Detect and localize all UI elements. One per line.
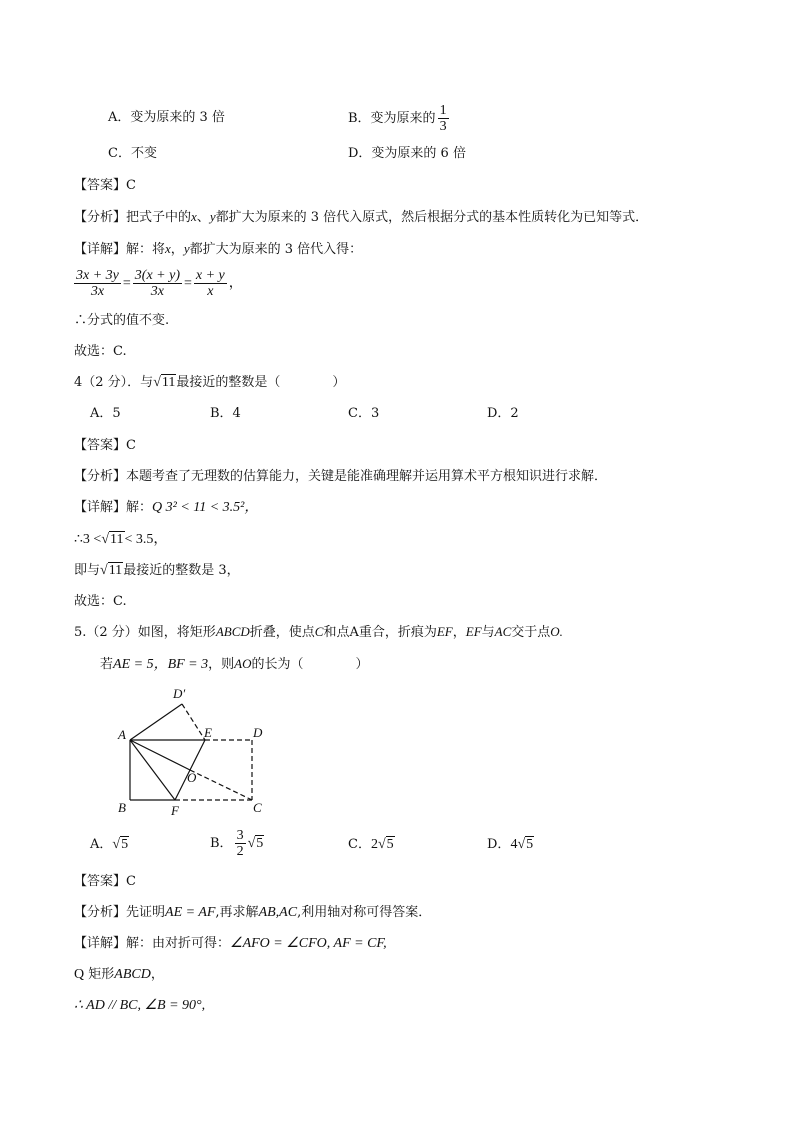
option-b-fraction: $\frac{1}{3}$ <box>439 103 447 134</box>
choice-line: 故选：C. <box>74 344 127 359</box>
question-4-stem: 4（2 分）．与√11最接近的整数是（ ） <box>74 375 346 390</box>
rectangle-line: Q 矩形ABCD， <box>74 967 164 982</box>
label-o: O <box>187 770 197 785</box>
question-5-condition: 若AE = 5，BF = 3，则AO的长为（ ） <box>100 656 369 672</box>
answer-line: 【答案】C <box>74 178 136 193</box>
equation-line: $\frac{3x + 3y}{3x}$ = $\frac{3(x + y)}{3x}$ = $\frac{x + y}{x}$ ， <box>76 268 243 300</box>
option-b-fraction: $\frac{3}{2}$ <box>236 828 244 859</box>
option-a: A．√5 <box>90 837 129 852</box>
label-c: C <box>253 800 262 815</box>
label-d: D <box>253 725 263 740</box>
label-f: F <box>171 803 179 818</box>
segment-oc <box>190 770 252 800</box>
option-a: A．5 <box>90 406 121 421</box>
option-b: B． $\frac{3}{2}$ √5 <box>210 828 264 859</box>
label-d-prime: D′ <box>173 686 186 701</box>
analysis-line: 【分析】把式子中的x、y都扩大为原来的 3 倍代入原式，然后根据分式的基本性质转化为已知等式． <box>74 209 649 225</box>
option-b: B．4 <box>210 406 241 421</box>
fraction-3: $\frac{x + y}{x}$ <box>195 268 225 300</box>
parallel-line: ∴ AD // BC, ∠B = 90°, <box>74 998 206 1013</box>
inequality-line: ∴3 <√11< 3.5， <box>74 532 168 547</box>
question-5-stem: 5.（2 分）如图，将矩形ABCD折叠，使点C和点A重合，折痕为EF，EF与AC交于点O. <box>74 624 563 640</box>
option-c: C．不变 <box>108 146 157 161</box>
result-line: 即与√11最接近的整数是 3， <box>74 563 240 578</box>
answer-line: 【答案】C <box>74 874 136 889</box>
edge-d-prime-e <box>182 704 205 740</box>
option-b <box>348 103 451 134</box>
detail-line: 【详解】解：Q 3² < 11 < 3.5²， <box>74 500 259 515</box>
analysis-line: 【分析】先证明AE = AF,再求解AB,AC,利用轴对称可得答案． <box>74 905 432 920</box>
option-c: C．3 <box>348 406 380 421</box>
fraction-2: $\frac{3(x + y)}{3x}$ <box>134 268 180 300</box>
segment-ao <box>130 740 190 770</box>
conclusion-line: ∴分式的值不变. <box>74 313 170 328</box>
option-a: A．变为原来的 3 倍 <box>108 110 225 125</box>
label-a: A <box>118 727 126 742</box>
sqrt-11: √11 <box>100 563 123 578</box>
analysis-line: 【分析】本题考查了无理数的估算能力，关键是能准确理解并运用算术平方根知识进行求解． <box>74 469 608 484</box>
label-b: B <box>118 800 126 815</box>
option-b-label: B．变为原来的 <box>348 111 436 126</box>
option-d: D．变为原来的 6 倍 <box>348 146 466 161</box>
fraction-1: $\frac{3x + 3y}{3x}$ <box>76 268 119 300</box>
option-c: C．2√5 <box>348 837 394 852</box>
detail-line: 【详解】解：将x，y都扩大为原来的 3 倍代入得： <box>74 241 363 257</box>
label-e: E <box>204 725 212 740</box>
folding-figure <box>110 680 280 820</box>
edge-af <box>130 740 175 800</box>
option-d: D．4√5 <box>487 837 534 852</box>
answer-line: 【答案】C <box>74 438 136 453</box>
detail-line: 【详解】解：由对折可得：∠AFO = ∠CFO, AF = CF, <box>74 936 387 951</box>
option-d: D．2 <box>487 406 519 421</box>
choice-line: 故选：C. <box>74 594 127 609</box>
edge-ad-prime <box>130 704 182 740</box>
sqrt-11: √11 <box>153 375 176 390</box>
